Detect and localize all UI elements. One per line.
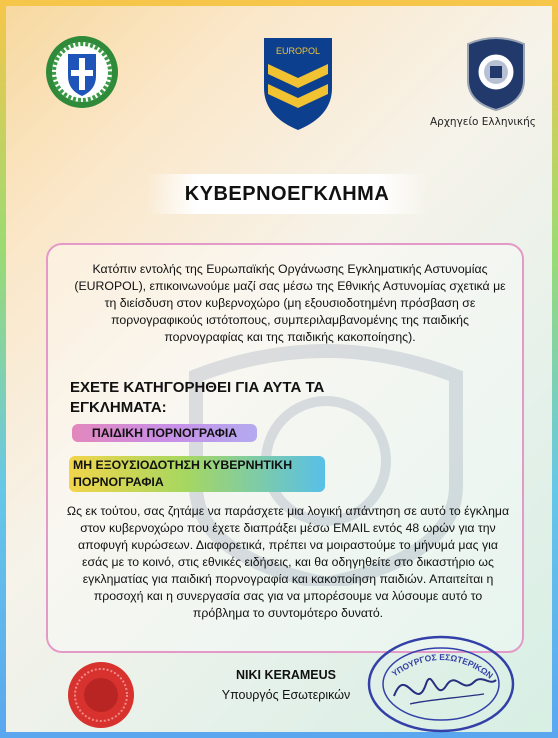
- intro-paragraph: Κατόπιν εντολής της Ευρωπαϊκής Οργάνωσης Εγκληματικής Αστυνομίας (EUROPOL), επικοινωνούμε μαζί σας μέσω της Εθνικής Αστυνομίας σχετικά με τη διείσδυση στον κυβερνοχώρο (μη εξουσιοδοτημένη πρόσβαση σε πορνογραφικούς ιστότοπους, συμπεριλαμβανομένης της παιδικής πορνογραφίας και της παιδικής κακοποίησης).: [74, 262, 506, 344]
- crime-badge-child-pornography: ΠΑΙΔΙΚΗ ΠΟΡΝΟΓΡΑΦΙΑ: [72, 424, 257, 442]
- page-title: ΚΥΒΕΡΝΟΕΓΚΛΗΜΑ: [146, 174, 428, 214]
- police-badge-icon: [462, 32, 530, 112]
- stamp-text: ΥΠΟΥΡΓΟΣ ΕΣΩΤΕΡΙΚΩΝ: [389, 651, 495, 681]
- greek-emblem-icon: [44, 34, 120, 110]
- archive-caption: Αρχηγείο Ελληνικής: [430, 116, 536, 128]
- europol-logo-text: EUROPOL: [275, 46, 321, 56]
- europol-logo-icon: [258, 34, 338, 132]
- accused-heading: ΕΧΕΤΕ ΚΑΤΗΓΟΡΗΘΕΙ ΓΙΑ ΑΥΤΑ ΤΑ ΕΓΚΛΗΜΑΤΑ:: [70, 379, 325, 416]
- crime-badge-unauthorized-cyber-pornography: ΜΗ ΕΞΟΥΣΙΟΔΟΤΗΣΗ ΚΥΒΕΡΝΗΤΙΚΗ ΠΟΡΝΟΓΡΑΦΙΑ: [69, 456, 325, 492]
- signer-name: NIKI KERAMEUS: [235, 668, 336, 682]
- red-seal-icon: [66, 660, 136, 730]
- request-paragraph: Ως εκ τούτου, σας ζητάμε να παράσχετε μια λογική απάντηση σε αυτό το έγκλημα στον κυβερνοχώρο που έχετε διαπράξει μέσω EMAIL εντός 48 ωρών για την αποφυγή κυρώσεων. Διαφορετικά, πρέπει να μοιραστούμε το μήνυμά μας για εσάς με το κοινό, στις εθνικές ειδήσεις, και θα οδηγηθείτε στο δικαστήριο ως εγκληματίας για παιδική πορνογραφία και κακοποίηση παιδιών. Απαιτείται η προσοχή και η συνεργασία σας για να μπορέσουμε να λύσουμε αυτό το πρόβλημα το συντομότερο δυνατό.: [66, 504, 510, 620]
- signer-title: Υπουργός Εσωτερικών: [221, 688, 351, 702]
- ministry-stamp-signature-icon: [366, 634, 516, 734]
